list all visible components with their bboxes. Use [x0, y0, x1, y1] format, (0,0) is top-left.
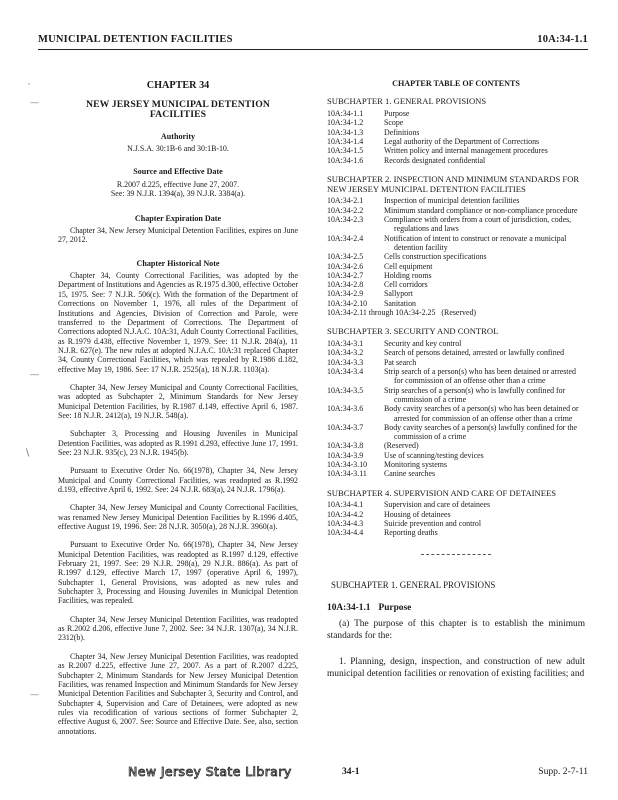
right-column	[327, 76, 585, 680]
toc-entry-desc: Records designated confidential	[384, 155, 486, 165]
header-section-number: 10A:34-1.1	[537, 34, 588, 45]
history-paragraph: Chapter 34, County Correctional Facilities, was adopted by the Department of Institutions and Agencies as R.1975 d.300, effective October 15, 1975. See: 7 N.J.R. 506(c). With the formation of the Department of Corrections on November 1, 1976, all rules of the Department of Institutions and Agencies, Division of Correction and Parole, were transferred to the Department of Corrections. The Department of Corrections adopted N.J.A.C. 10A:31, Adult County Correctional Facilities, as R.1979 d.438, effective November 1, 1979. See: 11 N.J.R. 284(a), 11 N.J.R. 627(e). The new rules at adopted N.J.A.C. 10A:31 replaced Chapter 34, County Correctional Facilities, which was repealed by R.1986 d.182, effective May 19, 1986. See: 17 N.J.R. 2525(a), 18 N.J.R. 1103(a).	[58, 271, 298, 374]
toc-entry-section: 10A:34-2.1	[327, 196, 364, 206]
left-column	[58, 76, 298, 736]
section-divider	[421, 554, 491, 555]
page-number: 34-1	[342, 766, 360, 777]
toc-entry	[327, 196, 585, 205]
toc-entry	[327, 128, 585, 137]
history-paragraph: Pursuant to Executive Order No. 66(1978), Chapter 34, New Jersey Municipal and County Correctional Facilities, was readopted as R.1992 d.193, effective April 6, 1992. See: 24 N.J.R. 683(a), 24 N.J.R. 1796(a).	[58, 466, 298, 494]
toc-entry-desc: Cell corridors	[384, 280, 428, 290]
toc-entry-section: 10A:34-3.2	[327, 348, 364, 358]
toc-entry-section: 10A:34-4.3	[327, 518, 364, 528]
toc-subchapter-title: SUBCHAPTER 3. SECURITY AND CONTROL	[327, 326, 499, 337]
toc-entry-desc: Use of scanning/testing devices	[384, 450, 484, 460]
toc-entry	[327, 137, 585, 146]
toc-entry	[327, 441, 585, 450]
toc-entry	[327, 451, 585, 460]
toc-entry	[327, 404, 585, 423]
margin-mark-icon: ′	[28, 82, 31, 93]
toc-entry-section: 10A:34-3.9	[327, 450, 364, 460]
toc-entry	[327, 386, 585, 405]
toc-entry	[327, 156, 585, 165]
toc-entry-desc: Search of persons detained, arrested or lawfully confined	[384, 348, 565, 358]
toc-entry	[327, 519, 585, 528]
toc-entry-desc: Purpose	[384, 109, 410, 119]
toc-entry-section: 10A:34-2.4	[327, 233, 364, 243]
table-of-contents	[327, 97, 585, 537]
history-paragraph: Chapter 34, New Jersey Municipal Detention Facilities, was readopted as R.2002 d.206, effective June 7, 2002. See: 34 N.J.R. 1307(a), 34 N.J.R. 2312(b).	[58, 614, 298, 643]
toc-entry	[327, 299, 585, 308]
toc-entry	[327, 423, 585, 442]
supplement-label: Supp. 2-7-11	[538, 766, 588, 777]
toc-entry	[327, 215, 585, 234]
toc-entry-section: 10A:34-3.10	[327, 459, 368, 469]
toc-entry-desc: Monitoring systems	[384, 459, 447, 469]
toc-entry-desc: Definitions	[384, 127, 420, 137]
history-notes	[58, 271, 298, 736]
toc-entry-section: 10A:34-2.8	[327, 280, 364, 290]
toc-entry-desc: Supervision and care of detainees	[384, 500, 491, 510]
toc-subchapter-title: SUBCHAPTER 2. INSPECTION AND MINIMUM STANDARDS FOR NEW JERSEY MUNICIPAL DETENTION FACILITIES	[327, 173, 580, 194]
toc-entry-section: 10A:34-3.4	[327, 367, 364, 377]
toc-entry	[327, 280, 585, 289]
toc-entry-section: 10A:34-3.5	[327, 385, 364, 395]
history-paragraph: Chapter 34, New Jersey Municipal and County Correctional Facilities, was renamed New Jersey Municipal Detention Facilities by R.1996 d.405, effective August 19, 1996. See: 28 N.J.R. 3050(a), 28 N.J.R. 3960(a).	[58, 503, 298, 532]
library-stamp: New Jersey State Library	[128, 764, 292, 779]
toc-entry-section: 10A:34-2.10	[327, 298, 368, 308]
toc-entry	[327, 367, 585, 386]
toc-entry	[327, 252, 585, 261]
section-title: Purpose	[378, 602, 412, 613]
toc-entry-desc: Notification of intent to construct or renovate a municipal detention facility	[384, 233, 567, 252]
toc-entry	[327, 510, 585, 519]
toc-entry	[327, 234, 585, 253]
toc-entry-section: 10A:34-1.3	[327, 127, 364, 137]
authority-heading: Authority	[160, 132, 196, 142]
toc-entry-section: 10A:34-3.6	[327, 404, 364, 414]
toc-entry-desc: Holding rooms	[384, 270, 432, 280]
toc-entry	[327, 146, 585, 155]
toc-entry-desc: Security and key control	[384, 339, 462, 349]
toc-entry-desc: Housing of detainees	[384, 509, 451, 519]
toc-entry-desc: Suicide prevention and control	[384, 518, 482, 528]
toc-entry-section: 10A:34-2.2	[327, 205, 364, 215]
toc-entry	[327, 118, 585, 127]
toc-entry-section: 10A:34-2.3	[327, 215, 364, 225]
toc-entry-section: 10A:34-1.5	[327, 146, 364, 156]
toc-entry-desc: Inspection of municipal detention facilities	[384, 196, 520, 206]
toc-entry	[327, 348, 585, 357]
toc-list	[327, 500, 585, 537]
toc-entry	[327, 109, 585, 118]
toc-subchapter-title: SUBCHAPTER 4. SUPERVISION AND CARE OF DETAINEES	[327, 487, 557, 498]
toc-entry-section: 10A:34-3.11	[327, 469, 367, 479]
toc-entry-section: 10A:34-4.2	[327, 509, 364, 519]
toc-title: CHAPTER TABLE OF CONTENTS	[392, 79, 520, 88]
toc-entry	[327, 528, 585, 537]
toc-entry-desc: Compliance with orders from a court of jurisdiction, codes, regulations and laws	[384, 215, 572, 234]
margin-mark-icon: ―	[30, 370, 39, 380]
header-title: MUNICIPAL DETENTION FACILITIES	[38, 34, 233, 45]
source-heading: Source and Effective Date	[133, 166, 223, 176]
toc-entry-section: 10A:34-2.7	[327, 270, 364, 280]
toc-entry	[327, 358, 585, 367]
toc-entry-desc: Reporting deaths	[384, 528, 438, 538]
toc-entry-desc: Pat search	[384, 357, 417, 367]
toc-entry-desc: Sanitation	[384, 298, 416, 308]
toc-entry	[327, 271, 585, 280]
toc-entry-desc: Minimum standard compliance or non-compliance procedure	[384, 205, 578, 215]
toc-entry-desc: Sallyport	[384, 289, 413, 299]
toc-entry	[327, 262, 585, 271]
toc-entry-section: 10A:34-4.1	[327, 500, 364, 510]
toc-entry-desc: Strip search of a person(s) who has been detained or arrested for commission of an offense other than a crime	[384, 367, 576, 386]
margin-mark-icon: —	[30, 690, 39, 700]
source-line: R.2007 d.225, effective June 27, 2007.	[116, 180, 240, 190]
toc-entry-section: 10A:34-1.4	[327, 136, 364, 146]
page-footer	[30, 762, 588, 782]
toc-entry-desc: Scope	[384, 118, 404, 128]
toc-entry-desc: Legal authority of the Department of Corrections	[384, 136, 540, 146]
margin-mark-icon: ∖	[24, 448, 31, 459]
paragraph-a: (a) The purpose of this chapter is to establish the minimum standards for the:	[327, 619, 585, 641]
toc-entry-desc: (Reserved)	[384, 441, 419, 451]
history-paragraph: Pursuant to Executive Order No. 66(1978), Chapter 34, New Jersey Municipal Detention Facilities, was readopted as R.1997 d.129, effective February 21, 1997. See: 29 N.J.R. 298(a), 29 N.J.R. 886(a). As part of R.1997 d.129, effective March 17, 1997 (operative April 6, 1997), Subchapter 1, General Provisions, was adopted as new rules and Subchapter 3, Processing and Housing Juveniles in Municipal Detention Facilities, was repealed.	[58, 540, 298, 606]
toc-list	[327, 339, 585, 478]
chapter-title: NEW JERSEY MUNICIPAL DETENTION FACILITIES	[86, 99, 270, 120]
running-header	[38, 34, 588, 48]
toc-entry-section: 10A:34-3.8	[327, 441, 364, 451]
header-rule	[38, 49, 588, 50]
toc-entry	[327, 308, 585, 317]
expiration-text: Chapter 34, New Jersey Municipal Detention Facilities, expires on June 27, 2012.	[58, 226, 298, 245]
toc-entry-section: 10A:34-2.9	[327, 289, 364, 299]
toc-subchapter-title: SUBCHAPTER 1. GENERAL PROVISIONS	[327, 96, 487, 107]
toc-entry-section: 10A:34-1.1	[327, 109, 364, 119]
toc-entry-desc: (Reserved)	[441, 308, 477, 318]
authority-text: N.J.S.A. 30:1B-6 and 30:1B-10.	[127, 144, 229, 154]
toc-entry-section: 10A:34-3.3	[327, 357, 364, 367]
toc-entry	[327, 460, 585, 469]
toc-entry-section: 10A:34-1.2	[327, 118, 364, 128]
toc-entry-section: 10A:34-3.1	[327, 339, 364, 349]
history-paragraph: Chapter 34, New Jersey Municipal Detention Facilities, was readopted as R.2007 d.225, effective June 27, 2007. As a part of R.2007 d.225, Subchapter 2, Minimum Standards for New Jersey Municipal Detention Facilities, was renamed Inspection and Minimum Standards for New Jersey Municipal Detention Facilities and Subchapter 3, Security and Control, and Subchapter 4, Supervision and Care of Detainees, were adopted as new rules via recodification of various sections of former Subchapter 2, effective August 6, 2007. See: Source and Effective Date. See, also, section annotations.	[58, 651, 298, 736]
subchapter-heading: SUBCHAPTER 1. GENERAL PROVISIONS	[331, 579, 496, 590]
chapter-number: CHAPTER 34	[146, 80, 210, 91]
section-number: 10A:34-1.1	[327, 602, 371, 613]
toc-entry	[327, 500, 585, 509]
toc-entry	[327, 469, 585, 478]
toc-entry	[327, 206, 585, 215]
toc-entry-desc: Canine searches	[384, 469, 436, 479]
paragraph-1: 1. Planning, design, inspection, and construction of new adult municipal detention facilities or renovation of existing facilities; and	[327, 656, 585, 679]
expiration-heading: Chapter Expiration Date	[134, 213, 222, 223]
toc-list	[327, 196, 585, 317]
toc-entry-section: 10A:34-1.6	[327, 155, 364, 165]
toc-list	[327, 109, 585, 165]
toc-entry-desc: Strip searches of a person(s) who is lawfully confined for commission of a crime	[384, 385, 566, 404]
toc-entry	[327, 289, 585, 298]
history-paragraph: Chapter 34, New Jersey Municipal and County Correctional Facilities, was adopted as Subchapter 2, Minimum Standards for New Jersey Municipal Detention Facilities, by R.1987 d.149, effective April 6, 1987. See: 18 N.J.R. 2412(a), 19 N.J.R. 548(a).	[58, 382, 298, 420]
toc-entry-section: 10A:34-3.7	[327, 422, 364, 432]
toc-entry-desc: Body cavity searches of a person(s) lawfully confined for the commission of a crime	[384, 422, 578, 442]
toc-entry-desc: Written policy and internal management procedures	[384, 146, 548, 156]
toc-entry-section: 10A:34-4.4	[327, 528, 364, 538]
source-line: See: 39 N.J.R. 1394(a), 39 N.J.R. 3384(a).	[110, 189, 246, 199]
margin-mark-icon: —	[30, 98, 39, 108]
toc-entry-desc: Body cavity searches of a person(s) who has been detained or arrested for commission of an offense other than a crime	[384, 404, 579, 423]
toc-entry-desc: Cell equipment	[384, 261, 433, 271]
history-heading: Chapter Historical Note	[136, 258, 220, 268]
history-paragraph: Subchapter 3, Processing and Housing Juveniles in Municipal Detention Facilities, was adopted as R.1991 d.293, effective June 17, 1991. See: 23 N.J.R. 935(c), 23 N.J.R. 1945(b).	[58, 429, 298, 457]
section-heading	[327, 604, 585, 613]
toc-entry-section: 10A:34-2.6	[327, 261, 364, 271]
toc-entry-section: 10A:34-2.5	[327, 252, 364, 262]
toc-entry-desc: Cells construction specifications	[384, 252, 487, 262]
toc-entry-section: 10A:34-2.11 through 10A:34-2.25	[327, 308, 436, 318]
toc-entry	[327, 339, 585, 348]
